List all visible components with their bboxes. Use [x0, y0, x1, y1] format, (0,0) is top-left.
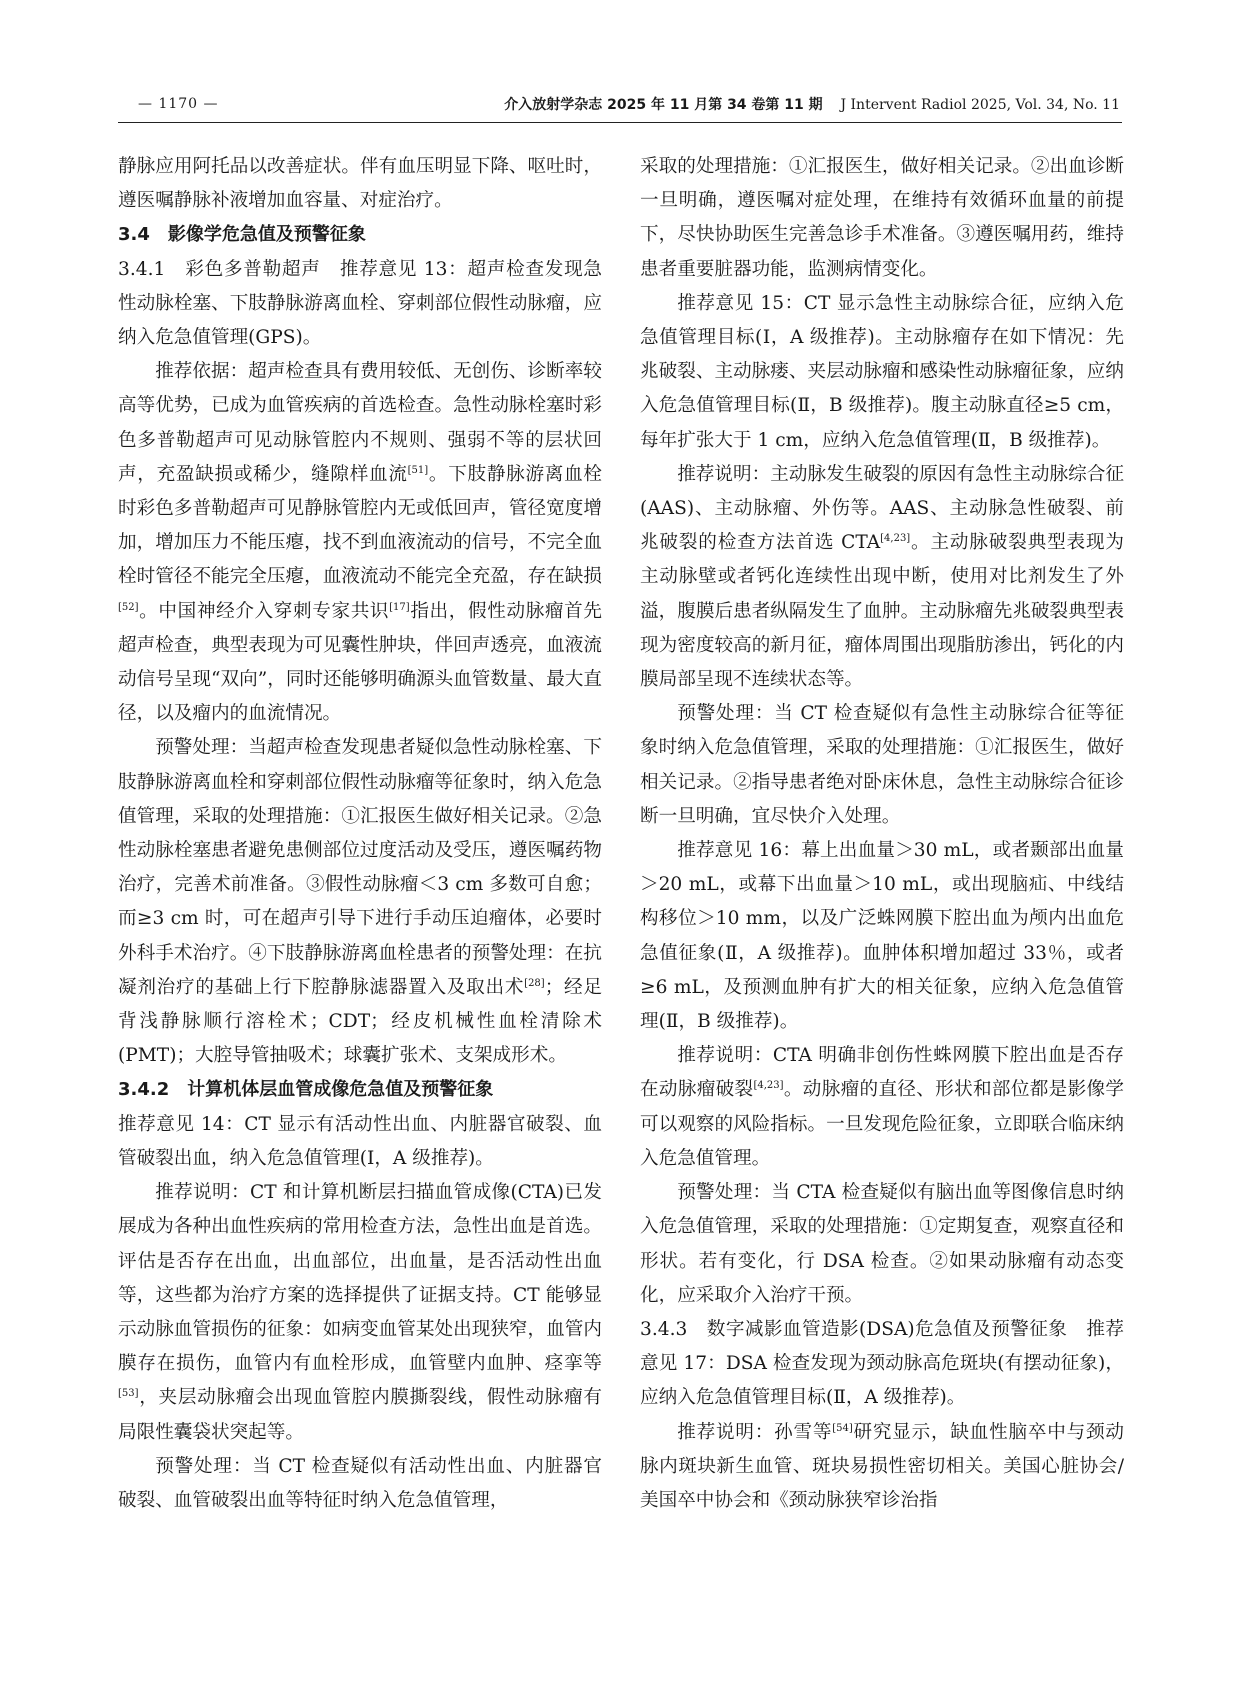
journal-citation: [504, 94, 1120, 114]
text-run: 推荐意见 16：幕上出血量＞30 mL，或者颞部出血量＞20 mL，或幕下出血量＞10 mL，或出现脑疝、中线结构移位＞10 mm，以及广泛蛛网膜下腔出血为颅内出血危急值征象(Ⅱ，A 级推荐)。血肿体积增加超过 33％，或者≥6 mL，及预测血肿有扩大的相关征象，应纳入危急值管理(Ⅱ，B 级推荐)。: [640, 840, 1124, 1033]
text-run: 推荐意见 14：CT 显示有活动性出血、内脏器官破裂、血管破裂出血，纳入危急值管理(Ⅰ，A 级推荐)。: [118, 1113, 602, 1169]
citation-ref: [4,23]: [880, 533, 911, 545]
citation-ref: [54]: [832, 1422, 853, 1434]
text-run: 推荐说明：CTA 明确非创伤性蛛网膜下腔出血是否存在动脉瘤破裂: [640, 1045, 1124, 1101]
journal-name-en: J Intervent Radiol 2025, Vol. 34, No. 11: [840, 97, 1120, 113]
text-run: 3.4 影像学危急值及预警征象: [118, 224, 366, 246]
citation-ref: [28]: [524, 977, 545, 989]
text-run: 3.4.2 计算机体层血管成像危急值及预警征象: [118, 1079, 494, 1101]
page-number: — 1170 —: [138, 96, 219, 112]
citation-ref: [4,23]: [753, 1080, 784, 1092]
text-run: 静脉应用阿托品以改善症状。伴有血压明显下降、呕吐时，遵医嘱静脉补液增加血容量、对症治疗。: [118, 156, 602, 212]
paragraph: [640, 150, 1124, 287]
text-run: 研究显示，缺血性脑卒中与颈动脉内斑块新生血管、斑块易损性密切相关。美国心脏协会/美国卒中协会和《颈动脉狭窄诊治指: [640, 1421, 1124, 1511]
right-column: [640, 150, 1124, 1518]
left-column: [118, 150, 602, 1518]
text-run: 推荐意见 15：CT 显示急性主动脉综合征，应纳入危急值管理目标(Ⅰ，A 级推荐)。主动脉瘤存在如下情况：先兆破裂、主动脉瘘、夹层动脉瘤和感染性动脉瘤征象，应纳入危急值管理目标(Ⅱ，B 级推荐)。腹主动脉直径≥5 cm，每年扩张大于 1 cm，应纳入危急值管理(Ⅱ，B 级推荐)。: [640, 292, 1124, 451]
text-run: 推荐说明：主动脉发生破裂的原因有急性主动脉综合征(AAS)、主动脉瘤、外伤等。AAS、主动脉急性破裂、前兆破裂的检查方法首选 CTA: [640, 463, 1124, 554]
paragraph: [640, 1313, 1124, 1416]
citation-ref: [52]: [118, 601, 139, 613]
text-run: 预警处理：当 CT 检查疑似有急性主动脉综合征等征象时纳入危急值管理，采取的处理措施：①汇报医生，做好相关记录。②指导患者绝对卧床休息，急性主动脉综合征诊断一旦明确，宜尽快介入处理。: [640, 703, 1124, 827]
text-run: 指出，假性动脉瘤首先超声检查，典型表现为可见囊性肿块，伴回声透亮，血液流动信号呈现“双向”，同时还能够明确源头血管数量、最大直径，以及瘤内的血流情况。: [118, 600, 602, 725]
paragraph: [118, 731, 602, 1073]
paragraph: [640, 1176, 1124, 1313]
text-run: 推荐说明：孙雪等: [677, 1421, 833, 1443]
citation-ref: [17]: [389, 601, 410, 613]
paragraph: [640, 287, 1124, 458]
text-run: 。主动脉破裂典型表现为主动脉壁或者钙化连续性出现中断，使用对比剂发生了外溢，腹膜后患者纵隔发生了血肿。主动脉瘤先兆破裂典型表现为密度较高的新月征，瘤体周围出现脂肪渗出，钙化的内膜局部呈现不连续状态等。: [640, 532, 1124, 691]
section-heading: [118, 1073, 602, 1107]
paragraph: [640, 458, 1124, 697]
citation-ref: [53]: [118, 1388, 139, 1400]
paragraph: [118, 1108, 602, 1176]
paragraph: [118, 253, 602, 356]
journal-name-cn: 介入放射学杂志 2025 年 11 月第 34 卷第 11 期: [504, 97, 823, 113]
citation-ref: [51]: [407, 464, 429, 476]
paragraph: [640, 1416, 1124, 1519]
text-run: 预警处理：当超声检查发现患者疑似急性动脉栓塞、下肢静脉游离血栓和穿刺部位假性动脉瘤等征象时，纳入危急值管理，采取的处理措施：①汇报医生做好相关记录。②急性动脉栓塞患者避免患侧部位过度活动及受压，遵医嘱药物治疗，完善术前准备。③假性动脉瘤＜3 cm 多数可自愈；而≥3 cm 时，可在超声引导下进行手动压迫瘤体，必要时外科手术治疗。④下肢静脉游离血栓患者的预警处理：在抗凝剂治疗的基础上行下腔静脉滤器置入及取出术: [118, 737, 602, 998]
paragraph: [640, 834, 1124, 1039]
text-run: ；经足背浅静脉顺行溶栓术；CDT；经皮机械性血栓清除术(PMT)；大腔导管抽吸术；球囊扩张术、支架成形术。: [118, 976, 602, 1067]
running-header: [118, 92, 1122, 123]
paragraph: [118, 150, 602, 218]
text-run: ，夹层动脉瘤会出现血管腔内膜撕裂线，假性动脉瘤有局限性囊袋状突起等。: [118, 1387, 602, 1443]
paragraph: [118, 1450, 602, 1518]
paragraph: [118, 355, 602, 731]
text-run: 预警处理：当 CTA 检查疑似有脑出血等图像信息时纳入危急值管理，采取的处理措施：①定期复查，观察直径和形状。若有变化，行 DSA 检查。②如果动脉瘤有动态变化，应采取介入治疗干预。: [640, 1182, 1124, 1306]
paragraph: [640, 697, 1124, 834]
text-run: 。中国神经介入穿刺专家共识: [138, 600, 390, 622]
text-run: 推荐说明：CT 和计算机断层扫描血管成像(CTA)已发展成为各种出血性疾病的常用检查方法，急性出血是首选。评估是否存在出血，出血部位，出血量，是否活动性出血等，这些都为治疗方案的选择提供了证据支持。CT 能够显示动脉血管损伤的征象：如病变血管某处出现狭窄，血管内膜存在损伤，血管内有血栓形成，血管壁内血肿、痉挛等: [118, 1182, 602, 1375]
text-run: 推荐依据：超声检查具有费用较低、无创伤、诊断率较高等优势，已成为血管疾病的首选检查。急性动脉栓塞时彩色多普勒超声可见动脉管腔内不规则、强弱不等的层状回声，充盈缺损或稀少，缝隙样血流: [118, 361, 602, 485]
text-run: 3.4.3 数字减影血管造影(DSA)危急值及预警征象 推荐意见 17：DSA 检查发现为颈动脉高危斑块(有摆动征象)，应纳入危急值管理目标(Ⅱ，A 级推荐)。: [640, 1318, 1124, 1409]
text-run: 。下肢静脉游离血栓时彩色多普勒超声可见静脉管腔内无或低回声，管径宽度增加，增加压力不能压瘪，找不到血液流动的信号，不完全血栓时管径不能完全压瘪，血液流动不能完全充盈，存在缺损: [118, 463, 602, 588]
paragraph: [640, 1039, 1124, 1176]
text-run: 采取的处理措施：①汇报医生，做好相关记录。②出血诊断一旦明确，遵医嘱对症处理，在维持有效循环血量的前提下，尽快协助医生完善急诊手术准备。③遵医嘱用药，维持患者重要脏器功能，监测病情变化。: [640, 156, 1124, 280]
paragraph: [118, 1176, 602, 1450]
text-run: 。动脉瘤的直径、形状和部位都是影像学可以观察的风险指标。一旦发现危险征象，立即联合临床纳入危急值管理。: [640, 1079, 1124, 1169]
text-run: 预警处理：当 CT 检查疑似有活动性出血、内脏器官破裂、血管破裂出血等特征时纳入危急值管理，: [118, 1455, 602, 1511]
text-run: 3.4.1 彩色多普勒超声 推荐意见 13：超声检查发现急性动脉栓塞、下肢静脉游离血栓、穿刺部位假性动脉瘤，应纳入危急值管理(GPS)。: [118, 258, 602, 349]
section-heading: [118, 218, 602, 252]
